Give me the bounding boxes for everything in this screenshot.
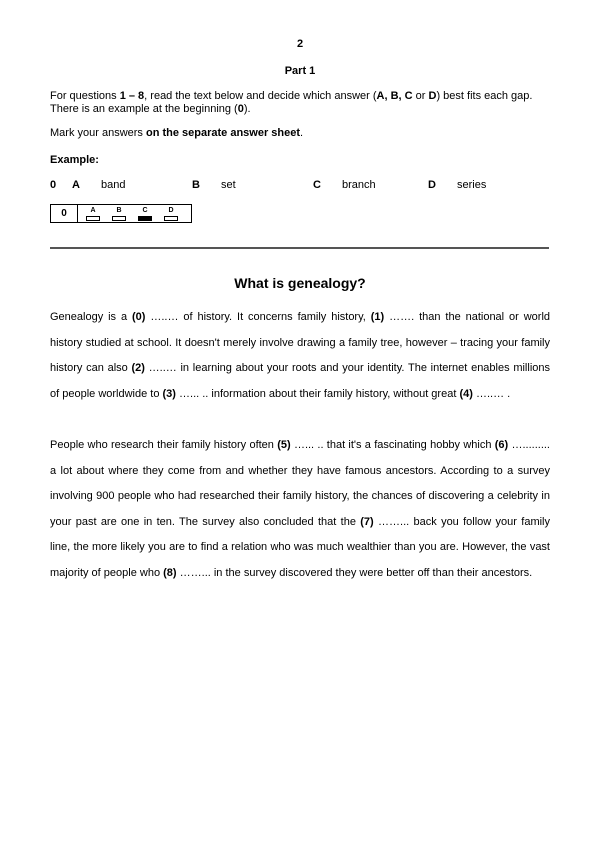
option-c-word: branch <box>342 179 376 191</box>
text-title: What is genealogy? <box>234 275 366 291</box>
answer-bubble-d <box>164 207 178 221</box>
page-number: 2 <box>296 38 304 50</box>
gap-6: (6) <box>494 439 509 451</box>
example-label: Example: <box>50 154 99 166</box>
example-answer-grid <box>50 204 192 223</box>
gap-2: (2) <box>131 362 145 374</box>
section-divider <box>50 247 549 249</box>
answer-bubble-label: B <box>116 207 122 214</box>
gap-8: (8) <box>163 566 177 579</box>
gap-5: (5) <box>277 439 291 451</box>
example-options <box>50 179 550 193</box>
answer-bubble-c <box>138 207 152 221</box>
answer-bubble-mark <box>86 216 100 221</box>
answer-bubble-b <box>112 207 126 221</box>
gap-4: (4) <box>459 387 473 400</box>
option-c-letter: C <box>313 179 321 191</box>
paragraph-2: People who research their family history often (5) …... .. that it's a fascinating hobby which (6) …......... a lot about where they come from and whether they have famous ancestors. According to a survey involving 900 people who had researched their family history, the chances of discovering a celebrity in your past are one in ten. The survey also concluded that the (7) ……... back you follow your family line, the more likely you are to find a relation who was much wealthier than you are. However, the vast majority of people who (8) ……... in the survey discovered they were better off than their ancestors. <box>50 439 550 579</box>
gap-0: (0) <box>132 311 146 323</box>
answer-grid-number: 0 <box>51 205 78 222</box>
part-title: Part 1 <box>284 65 316 77</box>
option-a-word: band <box>101 179 126 191</box>
answer-bubble-a <box>86 207 100 221</box>
option-d-letter: D <box>428 179 436 191</box>
option-d-word: series <box>457 179 487 191</box>
option-b-word: set <box>221 179 236 191</box>
answer-bubble-mark <box>164 216 178 221</box>
instructions: For questions 1 – 8, read the text below and decide which answer (A, B, C or D) best fits each gap. There is an example at the beginning (0). <box>50 90 533 115</box>
answer-bubble-label: D <box>168 207 174 214</box>
gap-7: (7) <box>360 515 374 528</box>
example-number: 0 <box>50 179 57 191</box>
mark-answers-instruction: Mark your answers on the separate answer sheet. <box>50 127 304 139</box>
gap-3: (3) <box>162 387 176 400</box>
paragraph-1: Genealogy is a (0) …..… of history. It concerns family history, (1) ……. than the national or world history studied at school. It doesn't merely involve drawing a family tree, however – tracing your family history can also (2) …..… in learning about your roots and your identity. The internet enables millions of people worldwide to (3) …... .. information about their family history, without great (4) …..… . <box>50 311 551 400</box>
answer-bubble-label: A <box>90 207 96 214</box>
option-b-letter: B <box>192 179 200 191</box>
answer-bubble-mark <box>112 216 126 221</box>
option-a-letter: A <box>72 179 80 191</box>
answer-bubble-mark-filled <box>138 216 152 221</box>
answer-bubble-label: C <box>142 207 148 214</box>
gap-1: (1) <box>370 311 385 323</box>
